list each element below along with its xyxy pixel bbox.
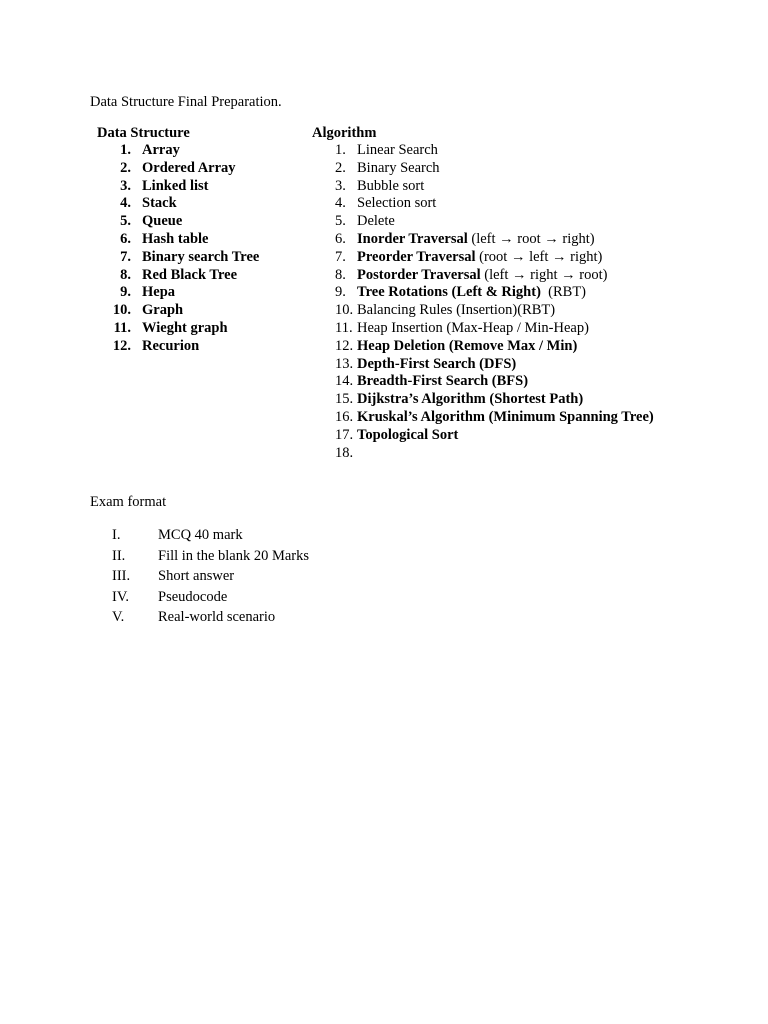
list-item-label <box>357 231 595 249</box>
list-item-number: 16. <box>335 408 354 425</box>
list-item-number: II. <box>112 547 126 564</box>
list-item-label: MCQ 40 mark <box>158 527 243 543</box>
list-item-label: Graph <box>142 302 184 319</box>
list-item-label <box>357 320 589 338</box>
list-item <box>97 338 307 356</box>
list-item-number: 8. <box>335 266 346 283</box>
list-item <box>312 320 752 338</box>
list-item-label <box>357 195 436 213</box>
list-item-number: 15. <box>335 391 354 408</box>
list-item-number: 1. <box>335 142 346 158</box>
list-item-number: 13. <box>335 355 354 372</box>
list-item-number: IV. <box>112 588 130 605</box>
list-item <box>312 231 752 249</box>
list-item <box>112 546 309 567</box>
list-item-label <box>357 373 528 391</box>
list-item-bold-text: Tree Rotations (Left & Right) <box>357 284 541 301</box>
list-item-label <box>357 178 424 196</box>
list-item <box>312 160 752 178</box>
list-item-label: Hepa <box>142 284 176 301</box>
list-item-bold-text: Preorder Traversal <box>357 248 476 265</box>
list-item-number: III. <box>112 568 131 585</box>
list-item-bold-text: Heap Deletion (Remove Max / Min) <box>357 337 578 354</box>
list-item-label <box>357 409 654 427</box>
list-item-label <box>357 284 586 302</box>
list-item-number: 7. <box>335 248 346 265</box>
list-item-number: 11. <box>113 319 131 336</box>
list-item <box>312 284 752 302</box>
list-item-label <box>357 249 602 267</box>
list-item-text: (RBT) <box>540 284 587 301</box>
data-structure-list <box>97 142 307 356</box>
page-title: Data Structure Final Preparation. <box>90 94 282 110</box>
list-item-label <box>357 427 458 445</box>
list-item-label: Binary search Tree <box>142 248 260 265</box>
list-item-label: Fill in the blank 20 Marks <box>158 547 310 564</box>
list-item <box>312 267 752 285</box>
list-item-number: 5. <box>335 213 346 230</box>
list-item <box>312 409 752 427</box>
list-item-number: 5. <box>120 213 131 230</box>
list-item-label: Pseudocode <box>158 588 228 605</box>
list-item-number: 2. <box>120 159 131 176</box>
list-item-label: Recurion <box>142 337 200 354</box>
list-item-number: 17. <box>335 426 354 443</box>
list-item <box>312 213 752 231</box>
list-item-number: 7. <box>120 248 131 265</box>
list-item-label <box>357 213 395 231</box>
list-item <box>312 373 752 391</box>
list-item-label: Queue <box>142 213 183 230</box>
list-item-label <box>357 338 577 356</box>
list-item-label: Array <box>142 142 180 158</box>
list-item <box>97 249 307 267</box>
list-item <box>312 338 752 356</box>
list-item-text: (left → root → right) <box>467 230 595 247</box>
list-item-label <box>357 356 516 374</box>
list-item <box>97 302 307 320</box>
list-item <box>97 320 307 338</box>
list-item-number: 10. <box>335 302 354 319</box>
list-item <box>312 142 752 160</box>
list-item-number: 6. <box>120 230 131 247</box>
list-item-number: 6. <box>335 230 346 247</box>
list-item-label: Real-world scenario <box>158 609 276 626</box>
list-item-label <box>357 142 438 160</box>
list-item-label <box>357 160 440 178</box>
list-item-number: I. <box>112 527 121 543</box>
list-item <box>112 587 309 608</box>
list-item-bold-text: Dijkstra’s Algorithm (Shortest Path) <box>357 391 584 408</box>
list-item-label: Hash table <box>142 230 209 247</box>
list-item <box>97 160 307 178</box>
list-item <box>312 391 752 409</box>
list-item <box>97 142 307 160</box>
list-item-number: 18. <box>335 444 354 461</box>
list-item-text: Balancing Rules (Insertion)(RBT) <box>357 302 556 319</box>
list-item-label: Wieght graph <box>142 319 228 336</box>
list-item-number: 4. <box>120 195 131 212</box>
list-item-label: Short answer <box>158 568 235 585</box>
list-item <box>97 178 307 196</box>
list-item-number: 9. <box>335 284 346 301</box>
list-item-text: Linear Search <box>357 142 438 158</box>
list-item-number: 8. <box>120 266 131 283</box>
list-item-text: Heap Insertion (Max-Heap / Min-Heap) <box>357 319 589 336</box>
list-item-number: 14. <box>335 373 354 390</box>
list-item <box>97 213 307 231</box>
list-item-label <box>357 302 555 320</box>
algorithm-heading: Algorithm <box>312 125 377 141</box>
exam-format-heading: Exam format <box>90 494 167 510</box>
list-item <box>97 231 307 249</box>
list-item <box>97 284 307 302</box>
list-item-number: 12. <box>112 337 131 354</box>
list-item-text: Delete <box>357 213 395 230</box>
list-item-bold-text: Inorder Traversal <box>357 230 468 247</box>
algorithm-column <box>312 124 752 462</box>
list-item-bold-text: Breadth-First Search (BFS) <box>357 373 529 390</box>
list-item-text: Bubble sort <box>357 177 425 194</box>
list-item-number: 1. <box>120 142 131 158</box>
list-item <box>312 356 752 374</box>
list-item <box>312 427 752 445</box>
list-item-number: 3. <box>335 177 346 194</box>
list-item-label: Stack <box>142 195 177 212</box>
list-item-bold-text: Topological Sort <box>357 426 459 443</box>
list-item-text: (left → right → root) <box>480 266 608 283</box>
list-item <box>312 302 752 320</box>
list-item <box>112 566 309 587</box>
list-item-bold-text: Depth-First Search (DFS) <box>357 355 517 372</box>
data-structure-column <box>97 124 307 356</box>
list-item-number: 3. <box>120 177 131 194</box>
algorithm-list <box>312 142 752 462</box>
list-item-label <box>357 267 608 285</box>
data-structure-heading: Data Structure <box>97 125 190 141</box>
list-item-label: Linked list <box>142 177 209 194</box>
list-item-number: 10. <box>112 302 131 319</box>
list-item-bold-text: Postorder Traversal <box>357 266 481 283</box>
list-item <box>312 249 752 267</box>
list-item <box>312 195 752 213</box>
list-item-number: 9. <box>120 284 131 301</box>
list-item-label: Red Black Tree <box>142 266 238 283</box>
exam-format-list <box>112 525 309 628</box>
list-item-text: Binary Search <box>357 159 440 176</box>
list-item-text: (root → left → right) <box>475 248 603 265</box>
list-item <box>97 195 307 213</box>
list-item <box>112 525 309 546</box>
list-item-label <box>357 391 583 409</box>
list-item-number: 4. <box>335 195 346 212</box>
list-item <box>312 445 752 463</box>
list-item-number: V. <box>112 609 125 626</box>
list-item <box>112 607 309 628</box>
list-item-text: Selection sort <box>357 195 437 212</box>
list-item-number: 2. <box>335 159 346 176</box>
list-item-bold-text: Kruskal’s Algorithm (Minimum Spanning Tree) <box>357 408 654 425</box>
list-item-label: Ordered Array <box>142 159 236 176</box>
list-item-number: 12. <box>335 337 354 354</box>
list-item <box>97 267 307 285</box>
list-item-number: 11. <box>335 319 353 336</box>
list-item <box>312 178 752 196</box>
